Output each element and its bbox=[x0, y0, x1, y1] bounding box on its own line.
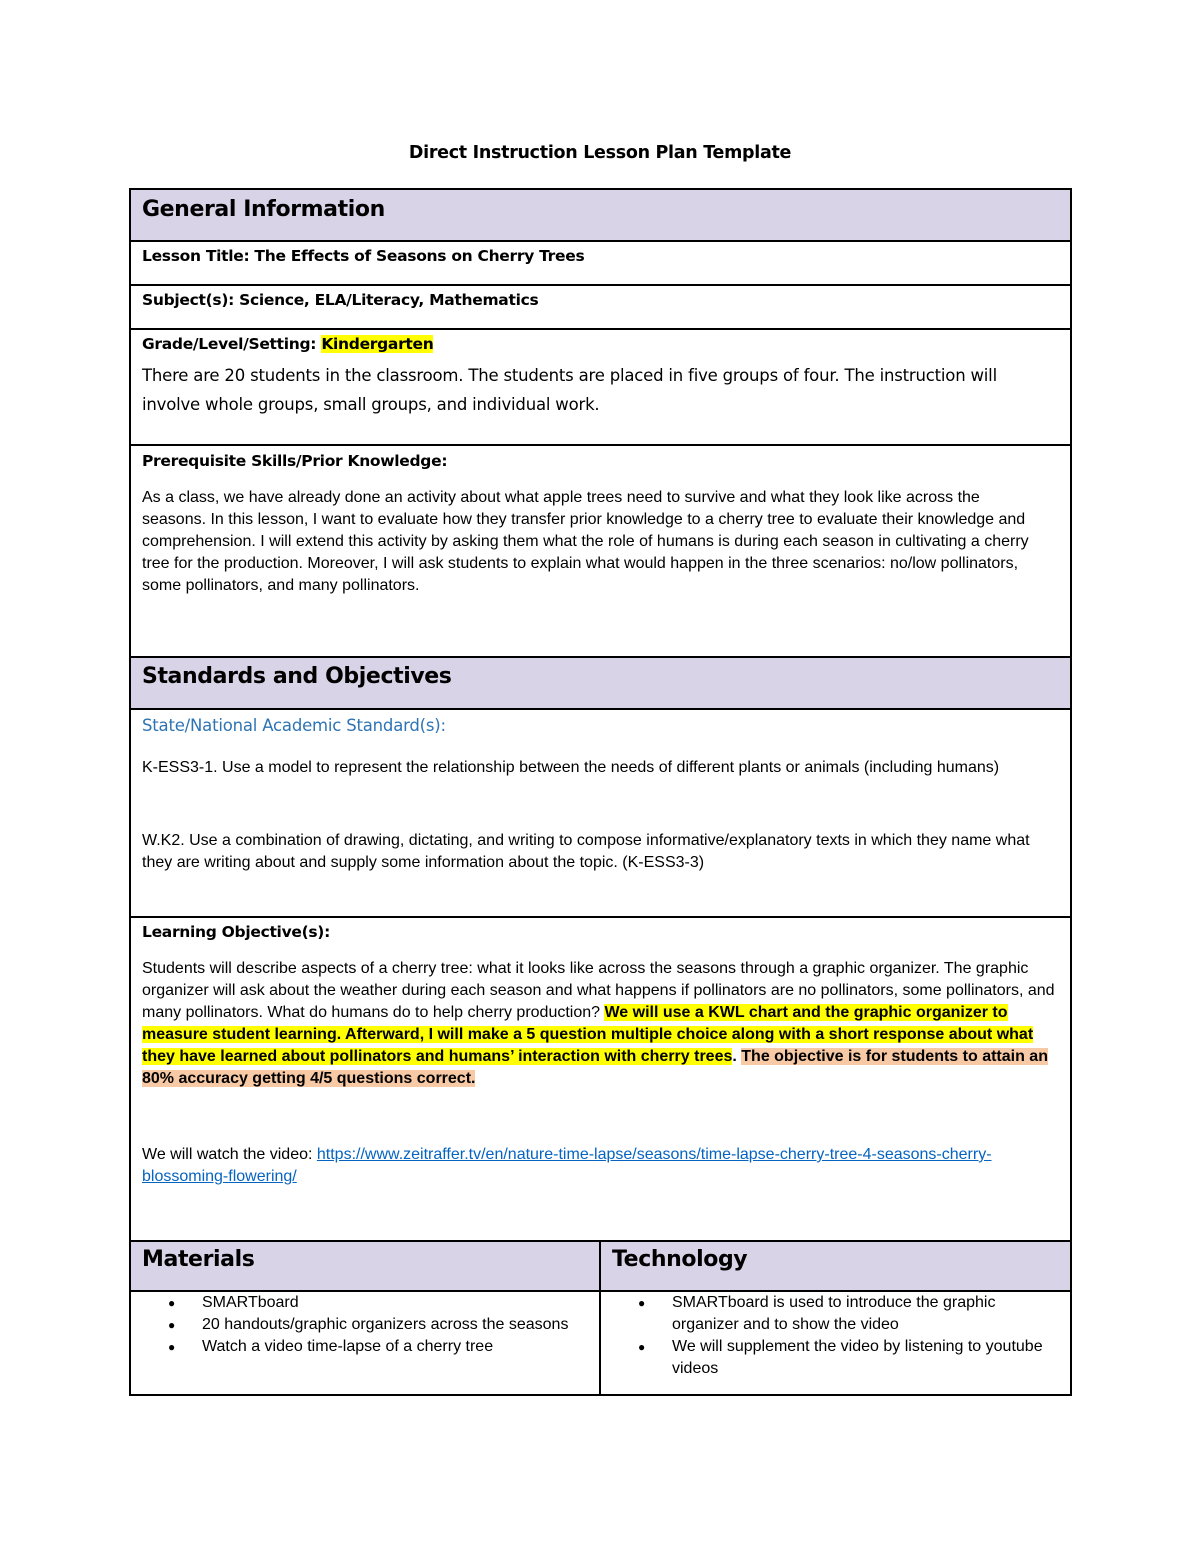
subjects-row bbox=[130, 285, 1071, 329]
objective-label: Learning Objective(s): bbox=[142, 923, 330, 941]
grade-row bbox=[130, 329, 1071, 445]
prerequisite-cell bbox=[130, 445, 1071, 657]
list-item: ● 20 handouts/graphic organizers across the seasons bbox=[131, 1314, 599, 1336]
grade-cell bbox=[130, 329, 1071, 445]
materials-technology-row bbox=[130, 1291, 1071, 1395]
list-item: ● Watch a video time-lapse of a cherry tree bbox=[131, 1336, 599, 1358]
technology-heading: Technology bbox=[612, 1247, 748, 1272]
lesson-title-row bbox=[130, 241, 1071, 285]
list-item: ● SMARTboard bbox=[131, 1292, 599, 1314]
standard-w-k2: W.K2. Use a combination of drawing, dictating, and writing to compose informative/explanatory texts in which they name what they are writing about and supply some information about the topic. (K-ESS3-3) bbox=[142, 832, 1030, 871]
bullet-icon: ● bbox=[638, 1340, 646, 1354]
objective-cell bbox=[130, 917, 1071, 1241]
lesson-title: Lesson Title: The Effects of Seasons on Cherry Trees bbox=[142, 247, 585, 265]
objective-yellow-highlight: We will use a KWL chart and the graphic organizer to measure student learning. Afterward, I will make a 5 question multiple choice along with a short response about what they have learned about pollinators and humans’ interaction with cherry trees bbox=[142, 1004, 1034, 1065]
standards-objectives-heading: Standards and Objectives bbox=[142, 664, 452, 689]
bullet-icon: ● bbox=[168, 1318, 176, 1332]
standards-row bbox=[130, 709, 1071, 917]
prerequisite-label: Prerequisite Skills/Prior Knowledge: bbox=[142, 452, 448, 470]
standards-objectives-header-row bbox=[130, 657, 1071, 709]
video-line bbox=[142, 1144, 1070, 1188]
video-link[interactable]: https://www.zeitraffer.tv/en/nature-time-lapse/seasons/time-lapse-cherry-tree-4-seasons-cherry-blossoming-flowering/ bbox=[142, 1146, 992, 1185]
subjects: Subject(s): Science, ELA/Literacy, Mathematics bbox=[142, 291, 539, 309]
technology-list bbox=[601, 1292, 1070, 1380]
standards-label: State/National Academic Standard(s): bbox=[142, 716, 446, 735]
materials-list bbox=[131, 1292, 599, 1358]
objective-row bbox=[130, 917, 1071, 1241]
grade-label: Grade/Level/Setting: bbox=[142, 335, 322, 353]
prerequisite-text: As a class, we have already done an activity about what apple trees need to survive and what they look like across the seasons. In this lesson, I want to evaluate how they transfer prior knowledge to a cherry tree to evaluate their knowledge and comprehension. I will extend this activity by asking them what the role of humans is during each season in cultivating a cherry tree for the production. Moreover, I will ask students to explain what would happen in the three scenarios: no/low pollinators, some pollinators, and many pollinators. bbox=[142, 489, 1029, 594]
objective-plain-text: Students will describe aspects of a cherry tree: what it looks like across the seasons through a graphic organizer. The graphic organizer will ask about the weather during each season and what happens if pollinators are no pollinators, some pollinators, and many pollinators. What do humans do to help cherry production? bbox=[142, 960, 1055, 1021]
general-information-header bbox=[130, 189, 1071, 241]
objective-text bbox=[142, 958, 1070, 1090]
subjects-cell bbox=[130, 285, 1071, 329]
video-prefix: We will watch the video: bbox=[142, 1146, 317, 1163]
objective-orange-highlight: The objective is for students to attain an 80% accuracy getting 4/5 questions correct. bbox=[142, 1048, 1048, 1087]
prerequisite-row bbox=[130, 445, 1071, 657]
list-item: ● SMARTboard is used to introduce the graphic organizer and to show the video bbox=[638, 1294, 996, 1333]
bullet-icon: ● bbox=[638, 1296, 646, 1310]
lesson-title-cell bbox=[130, 241, 1071, 285]
standard-k-ess3-1: K-ESS3-1. Use a model to represent the relationship between the needs of different plants or animals (including humans) bbox=[142, 759, 1000, 776]
materials-header bbox=[130, 1241, 600, 1291]
general-information-header-row bbox=[130, 189, 1071, 241]
bullet-icon: ● bbox=[168, 1296, 176, 1310]
list-item: ● We will supplement the video by listening to youtube videos bbox=[638, 1338, 1043, 1377]
standards-objectives-header bbox=[130, 657, 1071, 709]
materials-heading: Materials bbox=[142, 1247, 255, 1272]
setting-text: There are 20 students in the classroom. The students are placed in five groups of four. The instruction will involve whole groups, small groups, and individual work. bbox=[142, 366, 997, 414]
general-information-heading: General Information bbox=[142, 197, 385, 222]
grade-line bbox=[142, 330, 1070, 353]
materials-cell bbox=[130, 1291, 600, 1395]
bullet-icon: ● bbox=[168, 1340, 176, 1354]
materials-technology-header-row bbox=[130, 1241, 1071, 1291]
document-title: Direct Instruction Lesson Plan Template bbox=[408, 143, 792, 163]
objective-period: . bbox=[732, 1048, 742, 1065]
lesson-plan-table bbox=[129, 188, 1072, 1396]
technology-header bbox=[600, 1241, 1071, 1291]
grade-value: Kindergarten bbox=[321, 335, 434, 353]
technology-cell bbox=[600, 1291, 1071, 1395]
standards-cell bbox=[130, 709, 1071, 917]
